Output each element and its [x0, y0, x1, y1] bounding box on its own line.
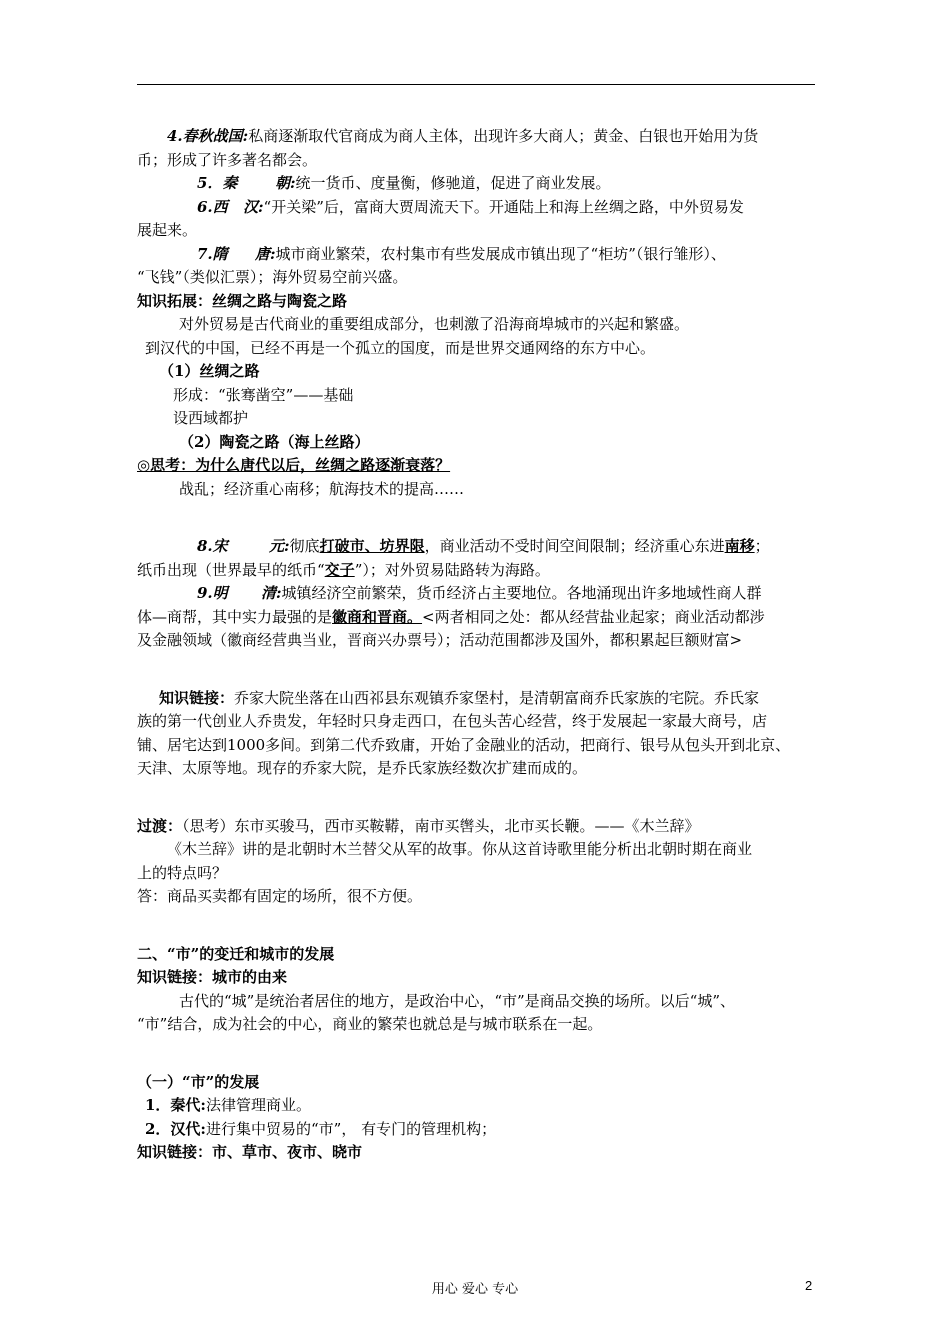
ext1-answer: 战乱；经济重心南移；航海技术的提高……	[179, 479, 465, 498]
sec4-line1: 4.春秋战国:私商逐渐取代官商成为商人主体，出现许多大商人；黄金、白银也开始用为货	[167, 127, 759, 145]
link1-line2: 族的第一代创业人乔贵发，年轻时只身走西口，在包头苦心经营，终于发展起一家最大商号，店	[137, 712, 768, 730]
ext1-p2: 到汉代的中国，已经不再是一个孤立的国度，而是世界交通网络的东方中心。	[145, 338, 656, 357]
ext1-s1: （1）丝绸之路	[159, 362, 260, 380]
sec5-line: 5．秦 朝:统一货币、度量衡，修驰道，促进了商业发展。	[197, 174, 611, 192]
ext1-think: ◎思考：为什么唐代以后，丝绸之路逐渐衰落？	[137, 456, 451, 474]
sec9-line1: 9.明 清:城镇经济空前繁荣，货币经济占主要地位。各地涌现出许多地域性商人群	[197, 584, 762, 602]
header-rule	[137, 84, 815, 85]
sec8-line1: 8.宋 元:彻底打破市、坊界限，商业活动不受时间空间限制；经济重心东进南移；	[197, 537, 770, 555]
page-footer: 用心 爱心 专心	[431, 1282, 519, 1297]
part2-title: 二、“市”的变迁和城市的发展	[137, 944, 335, 963]
part2-han: 2．汉代:进行集中贸易的“市”， 有专门的管理机构；	[145, 1119, 497, 1138]
transition-line3: 上的特点吗？	[137, 863, 228, 882]
sec8-line2: 纸币出现（世界最早的纸币“交子”）；对外贸易陆路转为海路。	[137, 560, 550, 579]
ext1-title: 知识拓展：丝绸之路与陶瓷之路	[137, 291, 348, 310]
ext1-s1a: 形成：“张骞凿空”——基础	[173, 385, 354, 404]
document-body	[137, 125, 817, 1165]
part2-sub1: （一）“市”的发展	[137, 1072, 260, 1091]
sec6-line1: 6.西 汉:“开关梁”后，富商大贾周流天下。开通陆上和海上丝绸之路，中外贸易发	[197, 197, 744, 216]
part2-line2: “市”结合，成为社会的中心，商业的繁荣也就总是与城市联系在一起。	[137, 1015, 603, 1033]
ext1-s1b: 设西域都护	[173, 409, 249, 427]
part2-link2: 知识链接：市、草市、夜市、晓市	[137, 1143, 363, 1161]
sec4-title: 4.春秋战国:	[167, 127, 249, 145]
sec9-line3: 及金融领域（徽商经营典当业，晋商兴办票号）；活动范围都涉及国外，都积累起巨额财富>	[137, 631, 743, 649]
sec7-line1: 7.隋 唐:城市商业繁荣，农村集市有些发展成市镇出现了“柜坊”（银行雏形）、	[197, 244, 726, 263]
page-number: 2	[805, 1278, 813, 1293]
sec7-line2: “飞钱”（类似汇票）；海外贸易空前兴盛。	[137, 268, 408, 286]
link1-line1: 知识链接：乔家大院坐落在山西祁县东观镇乔家堡村，是清朝富商乔氏家族的宅院。乔氏家	[159, 688, 760, 707]
part2-line1: 古代的“城”是统治者居住的地方，是政治中心，“市”是商品交换的场所。以后“城”、	[179, 991, 736, 1010]
ext1-s2: （2）陶瓷之路（海上丝路）	[179, 432, 370, 451]
transition-line2: 《木兰辞》讲的是北朝时木兰替父从军的故事。你从这首诗歌里能分析出北朝时期在商业	[167, 840, 753, 858]
part2-link: 知识链接：城市的由来	[137, 968, 288, 986]
transition-answer: 答：商品买卖都有固定的场所，很不方便。	[137, 887, 423, 905]
sec9-line2: 体—商帮，其中实力最强的是徽商和晋商。<两者相同之处：都从经营盐业起家；商业活动都涉	[137, 607, 765, 626]
sec6-line2: 展起来。	[137, 221, 198, 239]
ext1-p1: 对外贸易是古代商业的重要组成部分，也刺激了沿海商埠城市的兴起和繁盛。	[179, 315, 690, 333]
link1-line4: 天津、太原等地。现存的乔家大院，是乔氏家族经数次扩建而成的。	[137, 759, 588, 777]
transition-line1: 过渡：（思考）东市买骏马，西市买鞍鞯，南市买辔头，北市买长鞭。——《木兰辞》	[137, 816, 700, 835]
link1-line3: 铺、居宅达到1000多间。到第二代乔致庸，开始了金融业的活动，把商行、银号从包头开到北京、	[137, 735, 791, 754]
part2-qin: 1．秦代:法律管理商业。	[145, 1096, 311, 1114]
sec4-line2: 币；形成了许多著名都会。	[137, 150, 318, 169]
